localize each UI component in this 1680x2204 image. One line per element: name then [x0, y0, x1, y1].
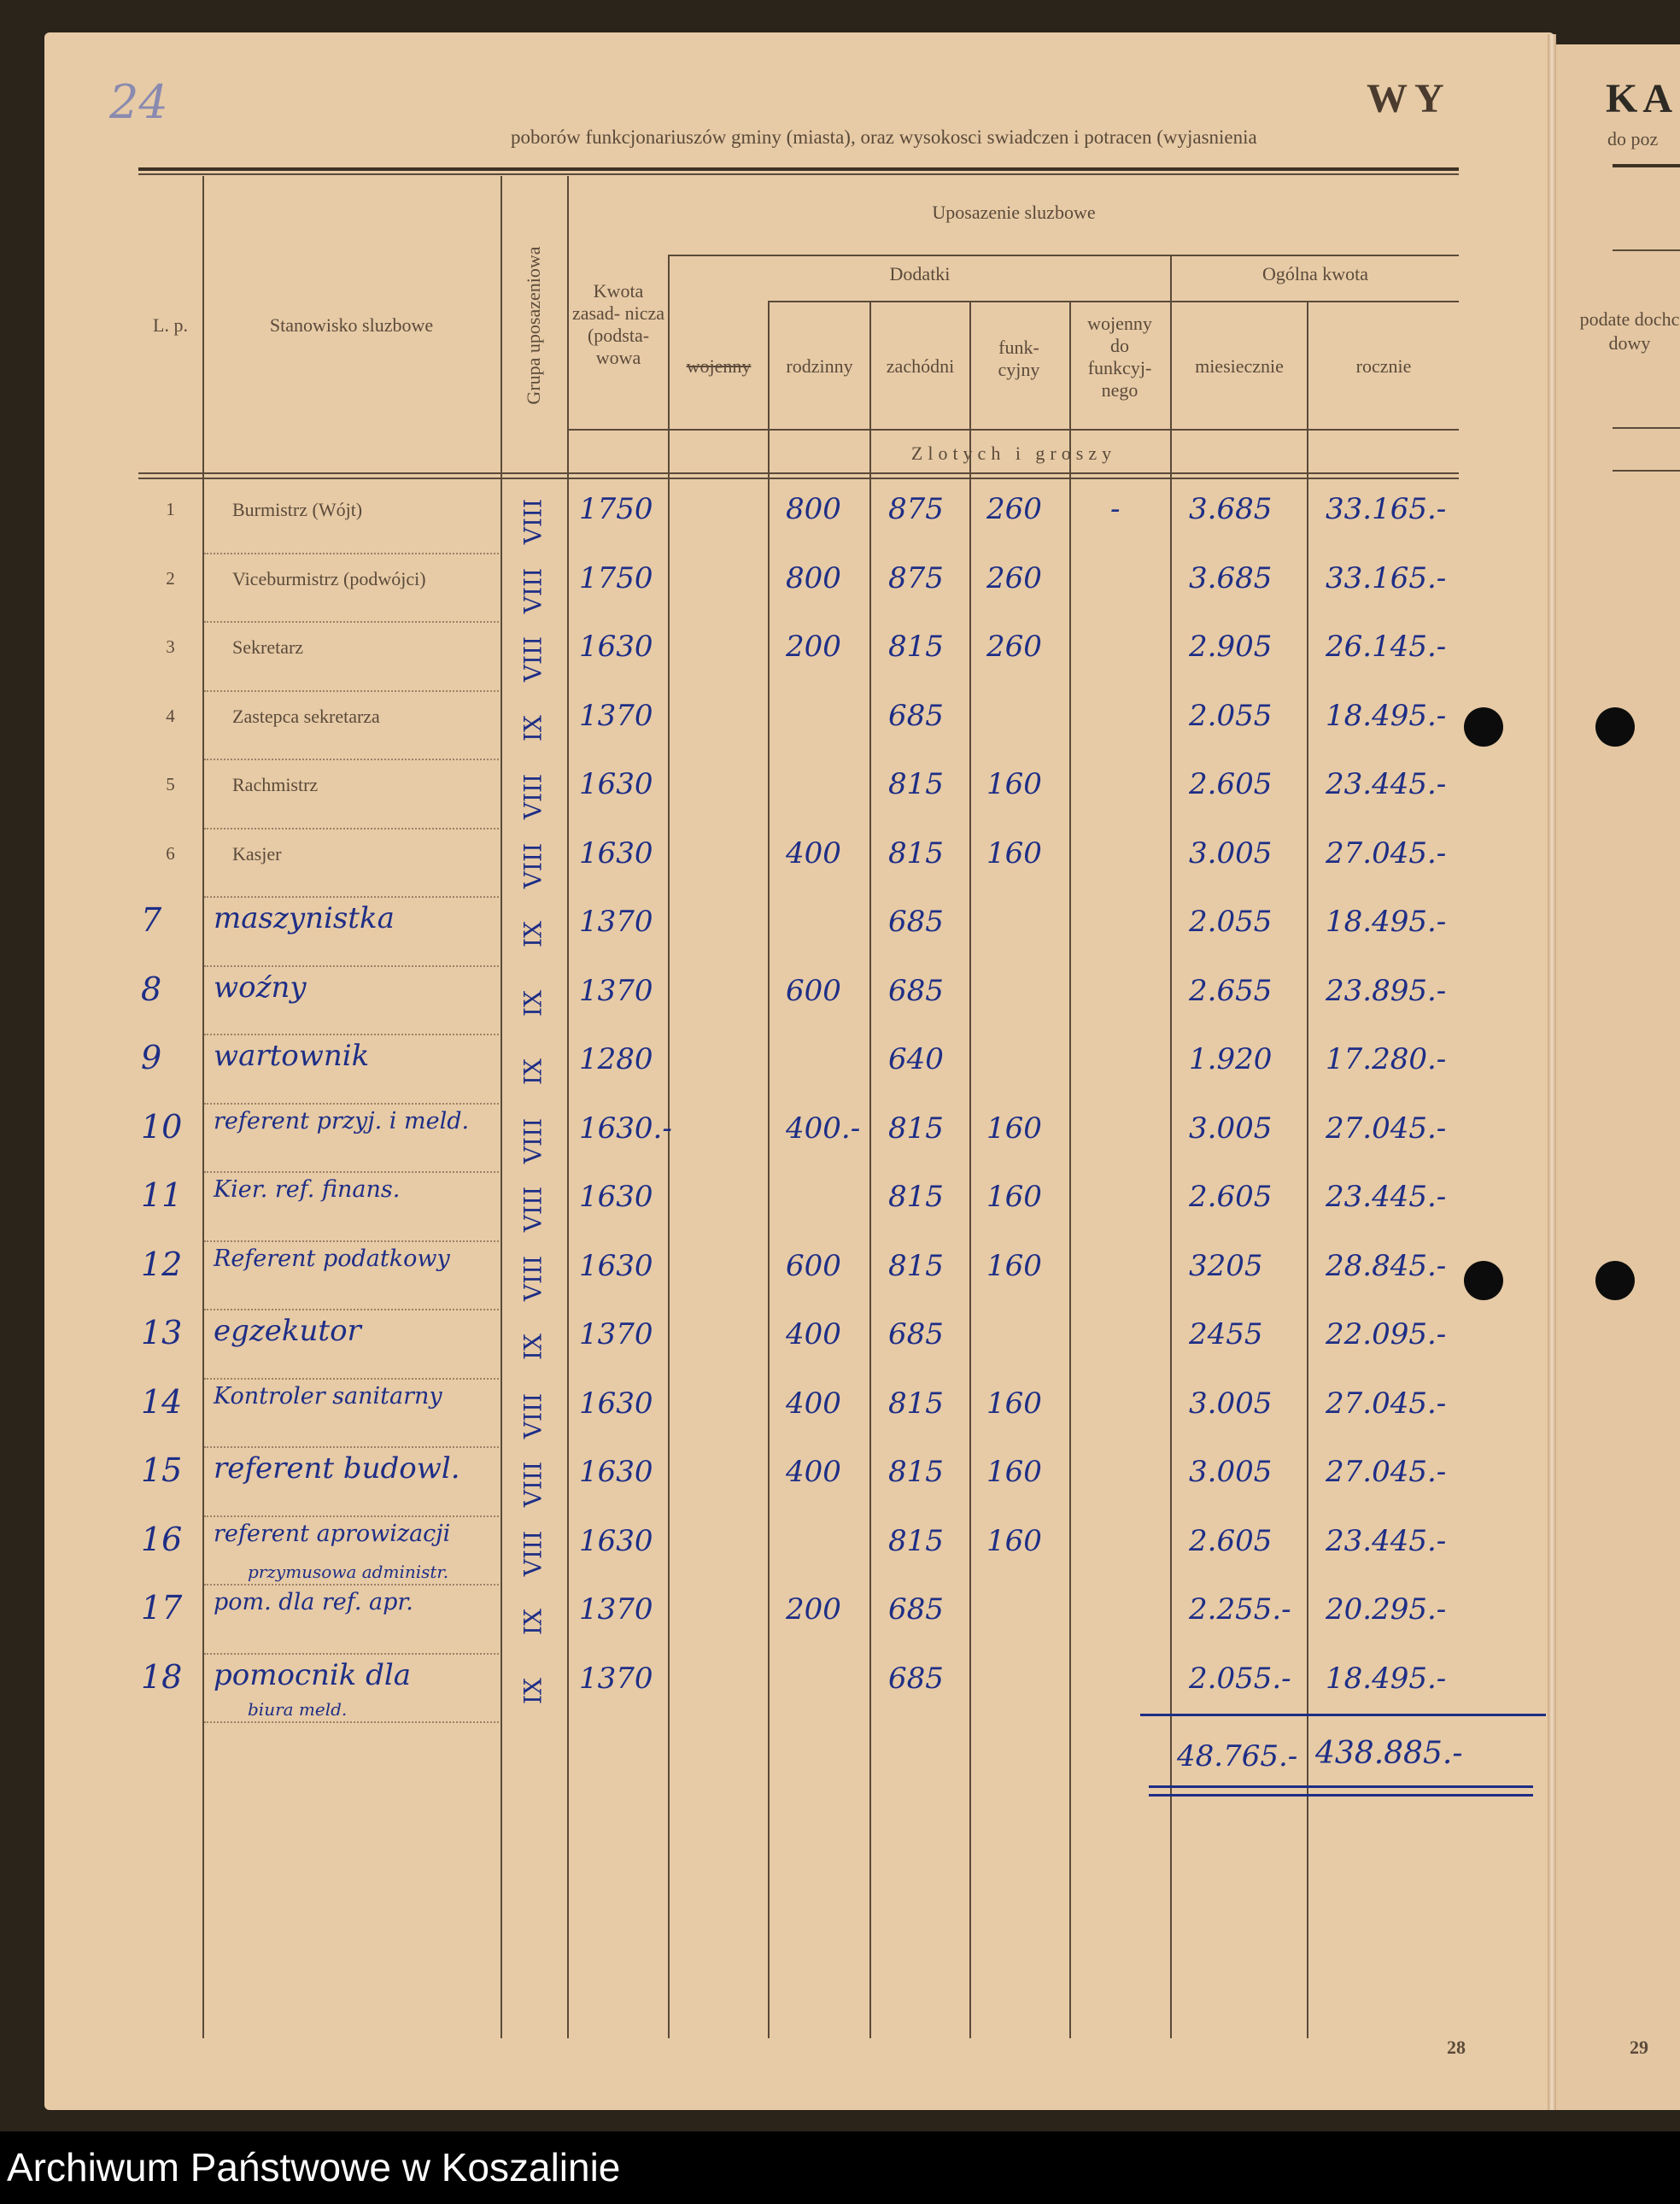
cell-miesiecznie: 2.905 — [1189, 630, 1273, 664]
cell-kwota: 1750 — [579, 492, 653, 526]
row-divider — [204, 1034, 499, 1036]
row-divider — [204, 1446, 499, 1449]
col-header-ogolna: Ogólna kwota — [1261, 263, 1369, 284]
cell-rocznie: 23.445.- — [1326, 1180, 1447, 1214]
cell-funkcyjny: 160 — [986, 1180, 1042, 1214]
col-header-rocznie: rocznie — [1355, 355, 1412, 377]
cell-stanowisko: pomocnik dla — [214, 1657, 412, 1692]
cell-stanowisko: wartownik — [214, 1039, 370, 1073]
col-sep-6 — [869, 301, 871, 2038]
cell-funkcyjny: 160 — [986, 1248, 1042, 1283]
cell-rodzinny: 600 — [786, 1248, 841, 1283]
cell-rocznie: 18.495.- — [1326, 905, 1447, 939]
col-sep-5 — [768, 301, 770, 2038]
col-header-units: Zlotych i groszy — [910, 443, 1117, 464]
cell-kwota: 1370 — [579, 973, 653, 1008]
cell-rodzinny: 800 — [786, 560, 841, 595]
row-divider — [204, 1309, 499, 1311]
cell-wojenny-funkc: - — [1110, 492, 1121, 526]
col-header-uposazenie: Uposazenie sluzbowe — [932, 202, 1096, 223]
cell-zachodni: 640 — [888, 1042, 944, 1076]
right-page-number: 29 — [1630, 2037, 1648, 2058]
cell-grupa: IX — [518, 1058, 547, 1085]
cell-rocznie: 27.045.- — [1326, 835, 1447, 870]
cell-lp: 16 — [141, 1520, 183, 1558]
cell-stanowisko: Burmistrz (Wójt) — [232, 499, 363, 520]
cell-rodzinny: 400 — [786, 1386, 841, 1421]
cell-kwota: 1370 — [579, 1661, 653, 1696]
folio-number: 24 — [109, 75, 168, 129]
cell-lp: 5 — [166, 774, 175, 794]
totals-rule-1 — [1140, 1714, 1546, 1716]
cell-zachodni: 815 — [888, 1248, 944, 1283]
cell-lp: 18 — [141, 1657, 183, 1696]
col-sep-4 — [668, 255, 670, 2038]
row-divider — [204, 1378, 499, 1380]
cell-miesiecznie: 1.920 — [1189, 1042, 1273, 1076]
cell-lp: 15 — [141, 1451, 183, 1489]
cell-lp: 17 — [141, 1589, 183, 1627]
cell-zachodni: 875 — [888, 492, 944, 526]
cell-zachodni: 815 — [888, 1455, 944, 1489]
header-title: WY — [1367, 76, 1451, 121]
cell-rodzinny: 200 — [786, 1592, 841, 1627]
total-yearly: 438.885.- — [1315, 1736, 1463, 1771]
cell-grupa: VIII — [518, 567, 547, 613]
cell-grupa: VIII — [518, 842, 547, 888]
cell-kwota: 1370 — [579, 1592, 653, 1627]
totals-rule-2 — [1149, 1785, 1533, 1788]
cell-miesiecznie: 2.605 — [1189, 1180, 1273, 1214]
col-sep-8 — [1069, 301, 1071, 2038]
row-divider — [204, 1240, 499, 1243]
cell-miesiecznie: 2.255.- — [1189, 1592, 1291, 1627]
cell-zachodni: 815 — [888, 767, 944, 801]
cell-zachodni: 685 — [888, 1661, 944, 1696]
cell-miesiecznie: 3.005 — [1189, 1386, 1273, 1421]
cell-stanowisko: pom. dla ref. apr. — [214, 1589, 413, 1615]
cell-miesiecznie: 2455 — [1189, 1317, 1263, 1351]
row-divider — [204, 896, 499, 899]
punch-hole-4 — [1595, 1261, 1635, 1300]
cell-grupa: VIII — [518, 636, 547, 683]
col-header-zachodni: zachódni — [886, 355, 955, 377]
cell-rocznie: 27.045.- — [1326, 1386, 1447, 1421]
col-header-lp: L. p. — [153, 314, 188, 336]
cell-kwota: 1630 — [579, 1248, 653, 1283]
col-sep-1 — [202, 176, 204, 2038]
col-header-miesiecznie: miesiecznie — [1195, 355, 1284, 377]
cell-stanowisko: Rachmistrz — [232, 774, 319, 795]
header-subtitle: poborów funkcjonariuszów gminy (miasta), oraz wysokosci swiadczen i potracen (wyjasnienia — [511, 126, 1257, 148]
cell-stanowisko: Sekretarz — [232, 636, 304, 658]
cell-funkcyjny: 160 — [986, 1111, 1042, 1146]
cell-lp: 10 — [141, 1107, 183, 1146]
header-line-b — [768, 301, 1459, 302]
cell-zachodni: 685 — [888, 973, 944, 1008]
cell-funkcyjny: 160 — [986, 835, 1042, 870]
archive-footer: Archiwum Państwowe w Koszalinie — [0, 2131, 1680, 2204]
cell-stanowisko: egzekutor — [214, 1314, 361, 1348]
cell-lp: 13 — [141, 1314, 183, 1351]
row-divider — [204, 1103, 499, 1105]
punch-hole-3 — [1464, 1261, 1503, 1300]
col-header-kwota: Kwota zasad- nicza (podsta- wowa — [571, 280, 665, 368]
cell-stanowisko: Viceburmistrz (podwójci) — [232, 567, 426, 589]
right-page-column: podate dochc dowy — [1579, 308, 1680, 354]
cell-kwota: 1630 — [579, 1523, 653, 1558]
row-16-note: przymusowa administr. — [248, 1561, 449, 1582]
cell-lp: 1 — [166, 499, 175, 519]
cell-grupa: IX — [518, 1334, 547, 1360]
cell-zachodni: 815 — [888, 1523, 944, 1558]
page-number: 28 — [1447, 2037, 1466, 2058]
col-header-wojenny-funkc: wojenny do funkcyj- nego — [1087, 313, 1152, 401]
row-divider — [204, 828, 499, 830]
cell-miesiecznie: 2.055 — [1189, 698, 1273, 733]
row-divider — [204, 759, 499, 761]
cell-rocznie: 28.845.- — [1326, 1248, 1447, 1283]
cell-lp: 8 — [141, 970, 162, 1008]
row-divider — [204, 965, 499, 968]
cell-kwota: 1630 — [579, 835, 653, 870]
cell-lp: 2 — [166, 567, 175, 589]
cell-rocznie: 27.045.- — [1326, 1455, 1447, 1489]
punch-hole-1 — [1464, 707, 1503, 747]
cell-grupa: VIII — [518, 1186, 547, 1233]
cell-kwota: 1630 — [579, 1455, 653, 1489]
cell-miesiecznie: 2.655 — [1189, 973, 1273, 1008]
col-sep-7 — [969, 301, 971, 2038]
cell-kwota: 1630 — [579, 630, 653, 664]
row-divider — [204, 1653, 499, 1656]
cell-miesiecznie: 3.005 — [1189, 1455, 1273, 1489]
cell-zachodni: 685 — [888, 1317, 944, 1351]
cell-kwota: 1630.- — [579, 1111, 672, 1146]
cell-stanowisko: Kier. ref. finans. — [214, 1176, 401, 1203]
col-header-grupa: Grupa uposazeniowa — [523, 246, 544, 405]
cell-stanowisko: Kasjer — [232, 842, 282, 865]
cell-miesiecznie: 2.605 — [1189, 767, 1273, 801]
cell-rodzinny: 200 — [786, 630, 841, 664]
cell-rodzinny: 400 — [786, 835, 841, 870]
cell-zachodni: 815 — [888, 1180, 944, 1214]
cell-grupa: IX — [518, 989, 547, 1017]
col-header-funkcyjny: funk- cyjny — [998, 337, 1040, 380]
cell-rocznie: 20.295.- — [1326, 1592, 1447, 1627]
cell-lp: 6 — [166, 842, 175, 864]
header-bottom-rule — [138, 472, 1459, 474]
page-fold — [1548, 34, 1556, 2110]
cell-rocznie: 23.445.- — [1326, 1523, 1447, 1558]
row-divider — [204, 1171, 499, 1174]
cell-miesiecznie: 3.005 — [1189, 1111, 1273, 1146]
cell-rocznie: 22.095.- — [1326, 1317, 1447, 1351]
col-header-rodzinny: rodzinny — [786, 355, 853, 377]
cell-lp: 14 — [141, 1382, 183, 1421]
cell-zachodni: 685 — [888, 905, 944, 939]
cell-lp: 9 — [141, 1039, 162, 1076]
cell-stanowisko: Referent podatkowy — [214, 1245, 450, 1272]
cell-grupa: IX — [518, 1677, 547, 1704]
cell-funkcyjny: 160 — [986, 1386, 1042, 1421]
cell-kwota: 1370 — [579, 1317, 653, 1351]
cell-rocznie: 33.165.- — [1326, 492, 1447, 526]
cell-kwota: 1630 — [579, 767, 653, 801]
row-divider — [204, 621, 499, 624]
cell-grupa: VIII — [518, 773, 547, 820]
cell-rodzinny: 400.- — [786, 1111, 861, 1146]
cell-zachodni: 815 — [888, 1111, 944, 1146]
col-header-wojenny: wojenny — [686, 355, 752, 377]
row-18-note: biura meld. — [248, 1698, 348, 1720]
cell-grupa: VIII — [518, 1530, 547, 1576]
cell-miesiecznie: 2.605 — [1189, 1523, 1273, 1558]
cell-funkcyjny: 160 — [986, 767, 1042, 801]
punch-hole-2 — [1595, 707, 1635, 747]
cell-grupa: VIII — [518, 1255, 547, 1301]
cell-kwota: 1630 — [579, 1180, 653, 1214]
cell-rodzinny: 800 — [786, 492, 841, 526]
cell-funkcyjny: 260 — [986, 560, 1042, 595]
cell-kwota: 1750 — [579, 560, 653, 595]
cell-lp: 11 — [141, 1176, 183, 1214]
cell-rodzinny: 400 — [786, 1455, 841, 1489]
cell-stanowisko: referent aprowizacji — [214, 1520, 451, 1547]
right-page-line-1 — [1613, 249, 1680, 251]
cell-rodzinny: 600 — [786, 973, 841, 1008]
cell-rocznie: 26.145.- — [1326, 630, 1447, 664]
cell-lp: 3 — [166, 636, 175, 657]
cell-stanowisko: referent przyj. i meld. — [214, 1107, 470, 1134]
row-divider — [204, 690, 499, 693]
table-top-rule — [138, 167, 1459, 171]
header-bottom-rule-2 — [138, 478, 1459, 479]
cell-kwota: 1370 — [579, 698, 653, 733]
header-line-units — [567, 429, 1459, 431]
cell-grupa: IX — [518, 714, 547, 742]
col-header-stanowisko: Stanowisko sluzbowe — [269, 314, 434, 336]
cell-zachodni: 685 — [888, 1592, 944, 1627]
cell-stanowisko: Kontroler sanitarny — [214, 1382, 442, 1410]
right-page-line-3 — [1613, 470, 1680, 472]
cell-zachodni: 875 — [888, 560, 944, 595]
cell-rocznie: 17.280.- — [1326, 1042, 1447, 1076]
col-sep-10 — [1307, 301, 1308, 2038]
col-sep-2 — [500, 176, 502, 2038]
cell-stanowisko: Zastepca sekretarza — [232, 705, 380, 727]
cell-rocznie: 23.445.- — [1326, 767, 1447, 801]
cell-rocznie: 18.495.- — [1326, 1661, 1447, 1696]
col-sep-9 — [1170, 255, 1172, 2038]
cell-miesiecznie: 3.005 — [1189, 835, 1273, 870]
cell-rodzinny: 400 — [786, 1317, 841, 1351]
row-divider — [204, 553, 499, 555]
cell-zachodni: 815 — [888, 1386, 944, 1421]
cell-grupa: IX — [518, 1609, 547, 1635]
cell-rocznie: 23.895.- — [1326, 973, 1447, 1008]
cell-grupa: VIII — [518, 498, 547, 545]
right-page-rule — [1613, 164, 1680, 167]
cell-funkcyjny: 160 — [986, 1523, 1042, 1558]
cell-grupa: VIII — [518, 1461, 547, 1508]
total-monthly: 48.765.- — [1177, 1739, 1298, 1773]
cell-stanowisko: woźny — [214, 970, 307, 1005]
cell-grupa: VIII — [518, 1117, 547, 1164]
cell-lp: 12 — [141, 1245, 183, 1283]
cell-grupa: IX — [518, 921, 547, 947]
cell-grupa: VIII — [518, 1392, 547, 1439]
col-header-dodatki: Dodatki — [889, 263, 951, 284]
cell-kwota: 1630 — [579, 1386, 653, 1421]
totals-rule-3 — [1149, 1794, 1533, 1797]
cell-miesiecznie: 2.055.- — [1189, 1661, 1291, 1696]
cell-stanowisko: referent budowl. — [214, 1451, 460, 1486]
cell-miesiecznie: 3.685 — [1189, 492, 1273, 526]
row-divider — [204, 1515, 499, 1518]
row-divider — [204, 1584, 499, 1586]
cell-kwota: 1370 — [579, 905, 653, 939]
cell-stanowisko: maszynistka — [214, 901, 395, 935]
cell-funkcyjny: 260 — [986, 492, 1042, 526]
cell-rocznie: 33.165.- — [1326, 560, 1447, 595]
cell-zachodni: 685 — [888, 698, 944, 733]
row-divider — [204, 1721, 499, 1724]
right-page-line-2 — [1613, 427, 1680, 429]
table-top-rule-2 — [138, 173, 1459, 175]
header-line-a — [668, 255, 1459, 256]
right-page-subtitle: do poz — [1607, 128, 1659, 149]
right-page-title: KA — [1606, 76, 1677, 121]
cell-miesiecznie: 3.685 — [1189, 560, 1273, 595]
cell-funkcyjny: 160 — [986, 1455, 1042, 1489]
cell-lp: 4 — [166, 705, 175, 726]
cell-rocznie: 27.045.- — [1326, 1111, 1447, 1146]
cell-lp: 7 — [141, 901, 162, 939]
cell-rocznie: 18.495.- — [1326, 698, 1447, 733]
cell-kwota: 1280 — [579, 1042, 653, 1076]
cell-zachodni: 815 — [888, 630, 944, 664]
cell-miesiecznie: 3205 — [1189, 1248, 1263, 1283]
cell-zachodni: 815 — [888, 835, 944, 870]
cell-funkcyjny: 260 — [986, 630, 1042, 664]
cell-miesiecznie: 2.055 — [1189, 905, 1273, 939]
